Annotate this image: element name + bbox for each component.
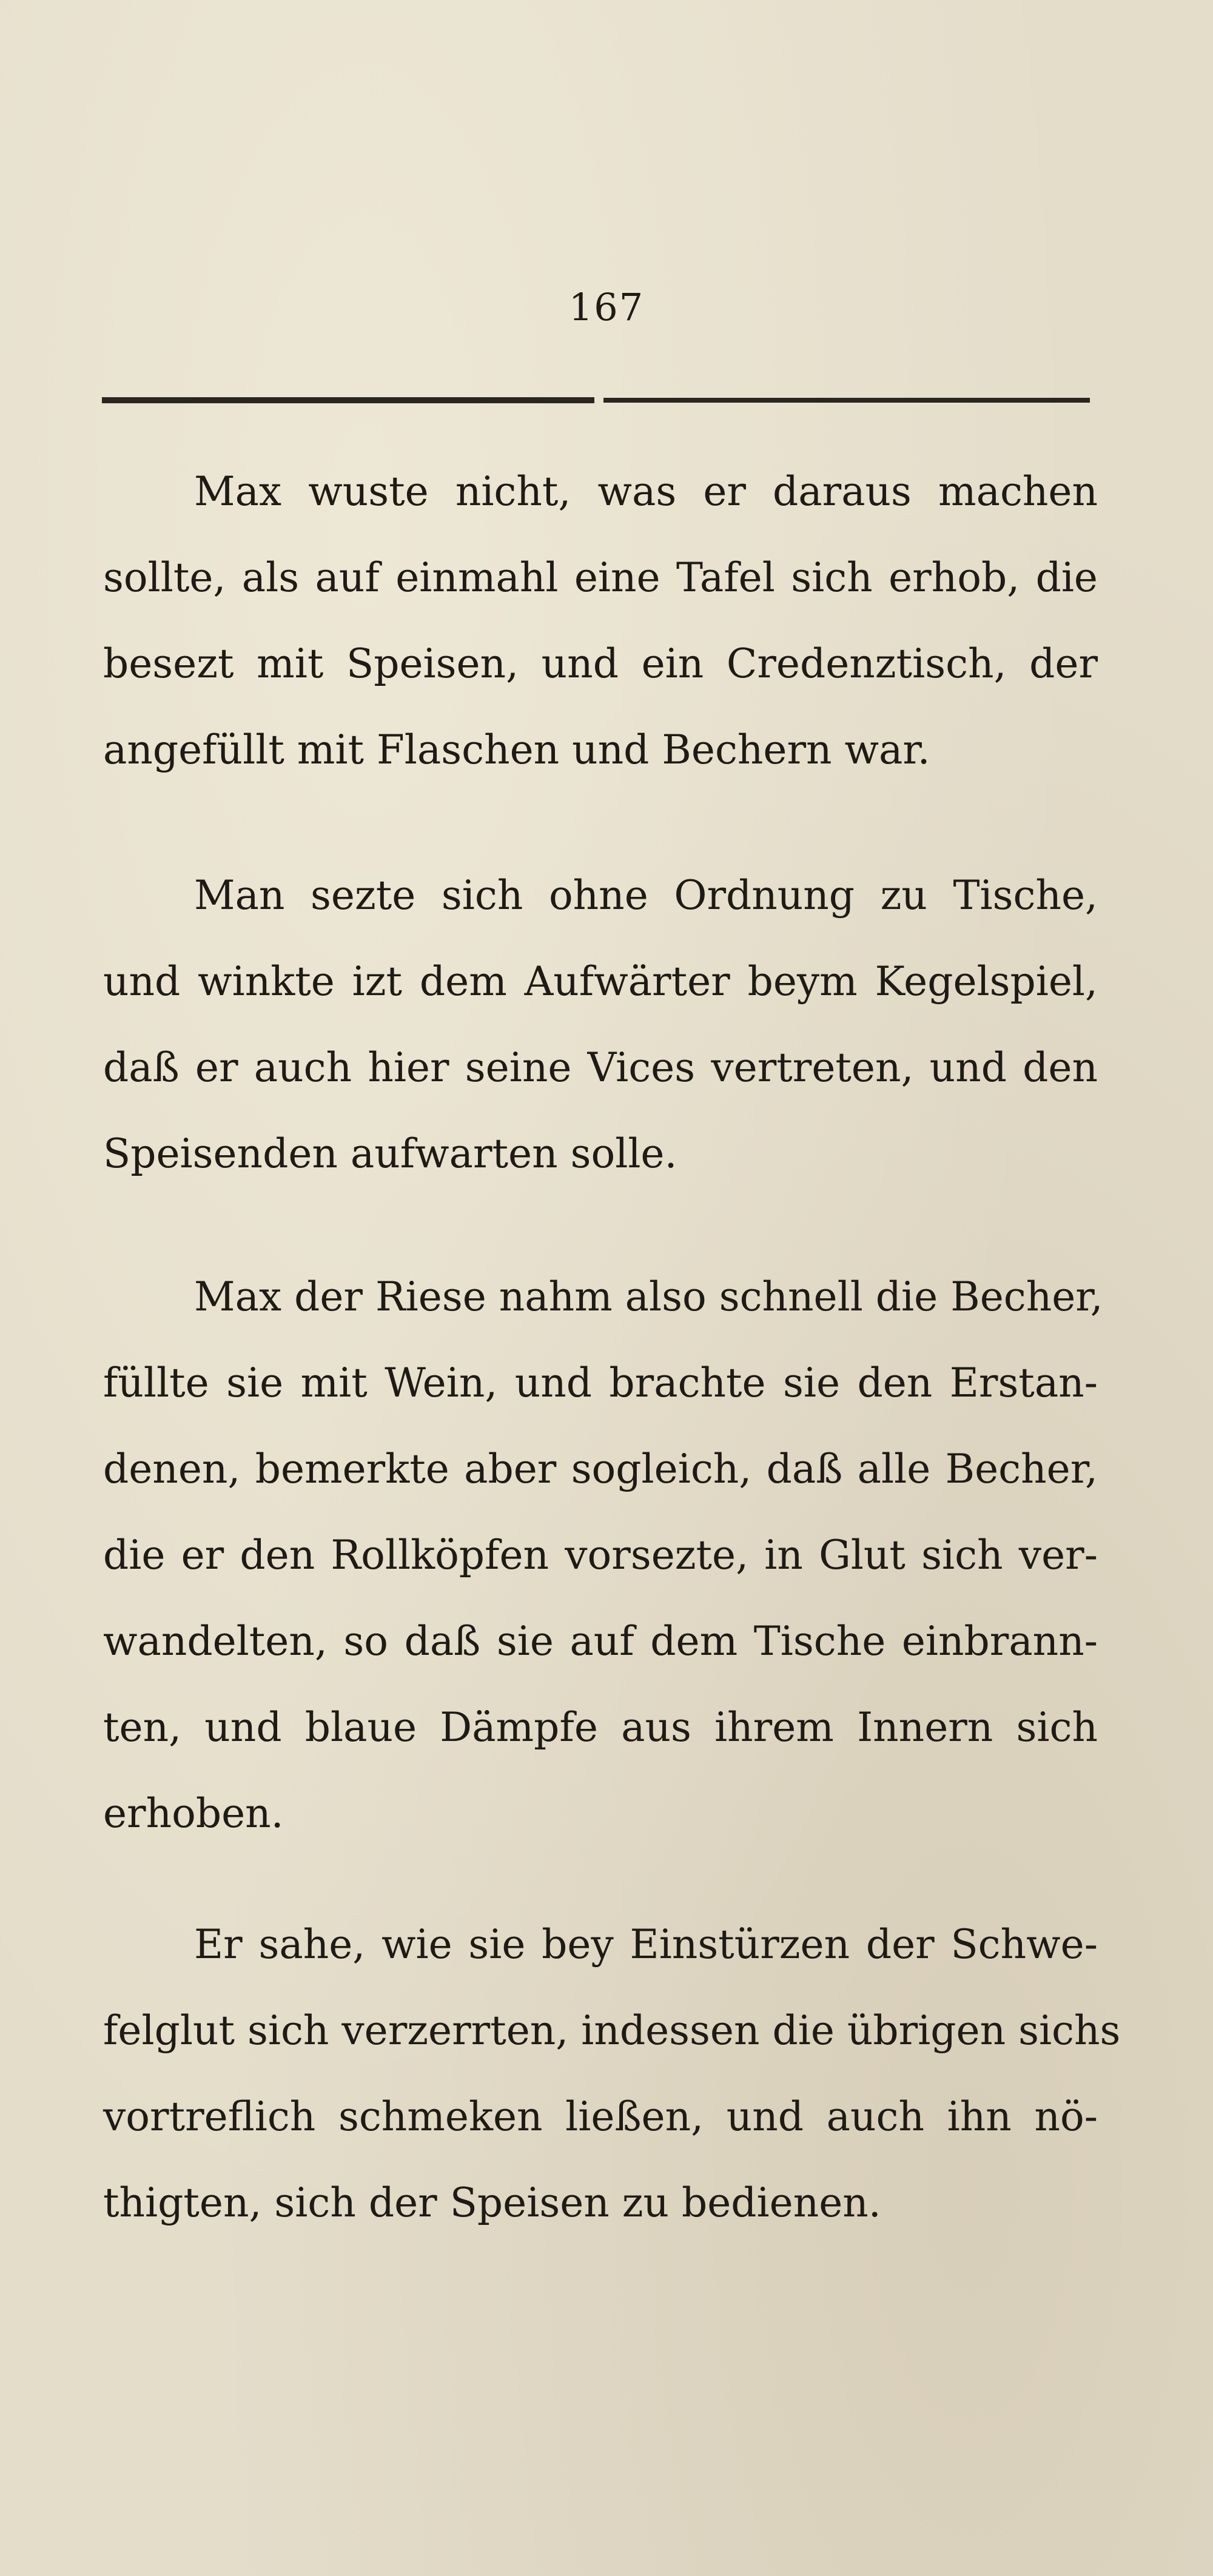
text-line: denen, bemerkte aber sogleich, daß alle Becher, — [103, 1446, 1098, 1492]
text-line: die er den Rollköpfen vorsezte, in Glut sich ver- — [103, 1532, 1098, 1578]
header-rule-right — [603, 398, 1090, 403]
text-line: Man sezte sich ohne Ordnung zu Tische, — [194, 872, 1098, 919]
text-line: sollte, als auf einmahl eine Tafel sich erhob, die — [103, 554, 1098, 601]
paragraph-2 — [103, 853, 1098, 1197]
text-line: thigten, sich der Speisen zu bedienen. — [103, 2179, 881, 2226]
text-line: füllte sie mit Wein, und brachte sie den Erstan- — [103, 1360, 1098, 1406]
paragraph-4 — [103, 1902, 1121, 2246]
header-rule-left — [102, 397, 594, 403]
text-line: und winkte izt dem Aufwärter beym Kegelspiel, — [103, 958, 1098, 1005]
text-line: Max der Riese nahm also schnell die Becher, — [194, 1273, 1103, 1320]
text-line: Speisenden aufwarten solle. — [103, 1130, 677, 1177]
paragraph-1 — [103, 449, 1098, 793]
text-line: Max wuste nicht, was er daraus machen — [194, 468, 1098, 515]
text-line: besezt mit Speisen, und ein Credenztisch, der — [103, 640, 1098, 687]
text-line: Er sahe, wie sie bey Einstürzen der Schwe- — [194, 1921, 1098, 1968]
text-line: daß er auch hier seine Vices vertreten, und den — [103, 1044, 1098, 1091]
text-line: ten, und blaue Dämpfe aus ihrem Innern sich — [103, 1704, 1098, 1751]
text-line: felglut sich verzerrten, indessen die übrigen sichs — [103, 2007, 1121, 2054]
text-line: wandelten, so daß sie auf dem Tische einbrann- — [103, 1618, 1098, 1665]
text-line: erhoben. — [103, 1790, 284, 1837]
paragraph-3 — [103, 1254, 1103, 1857]
page-number: 167 — [568, 285, 645, 329]
text-line: angefüllt mit Flaschen und Bechern war. — [103, 726, 930, 773]
text-line: vortreflich schmeken ließen, und auch ihn nö- — [103, 2093, 1098, 2140]
